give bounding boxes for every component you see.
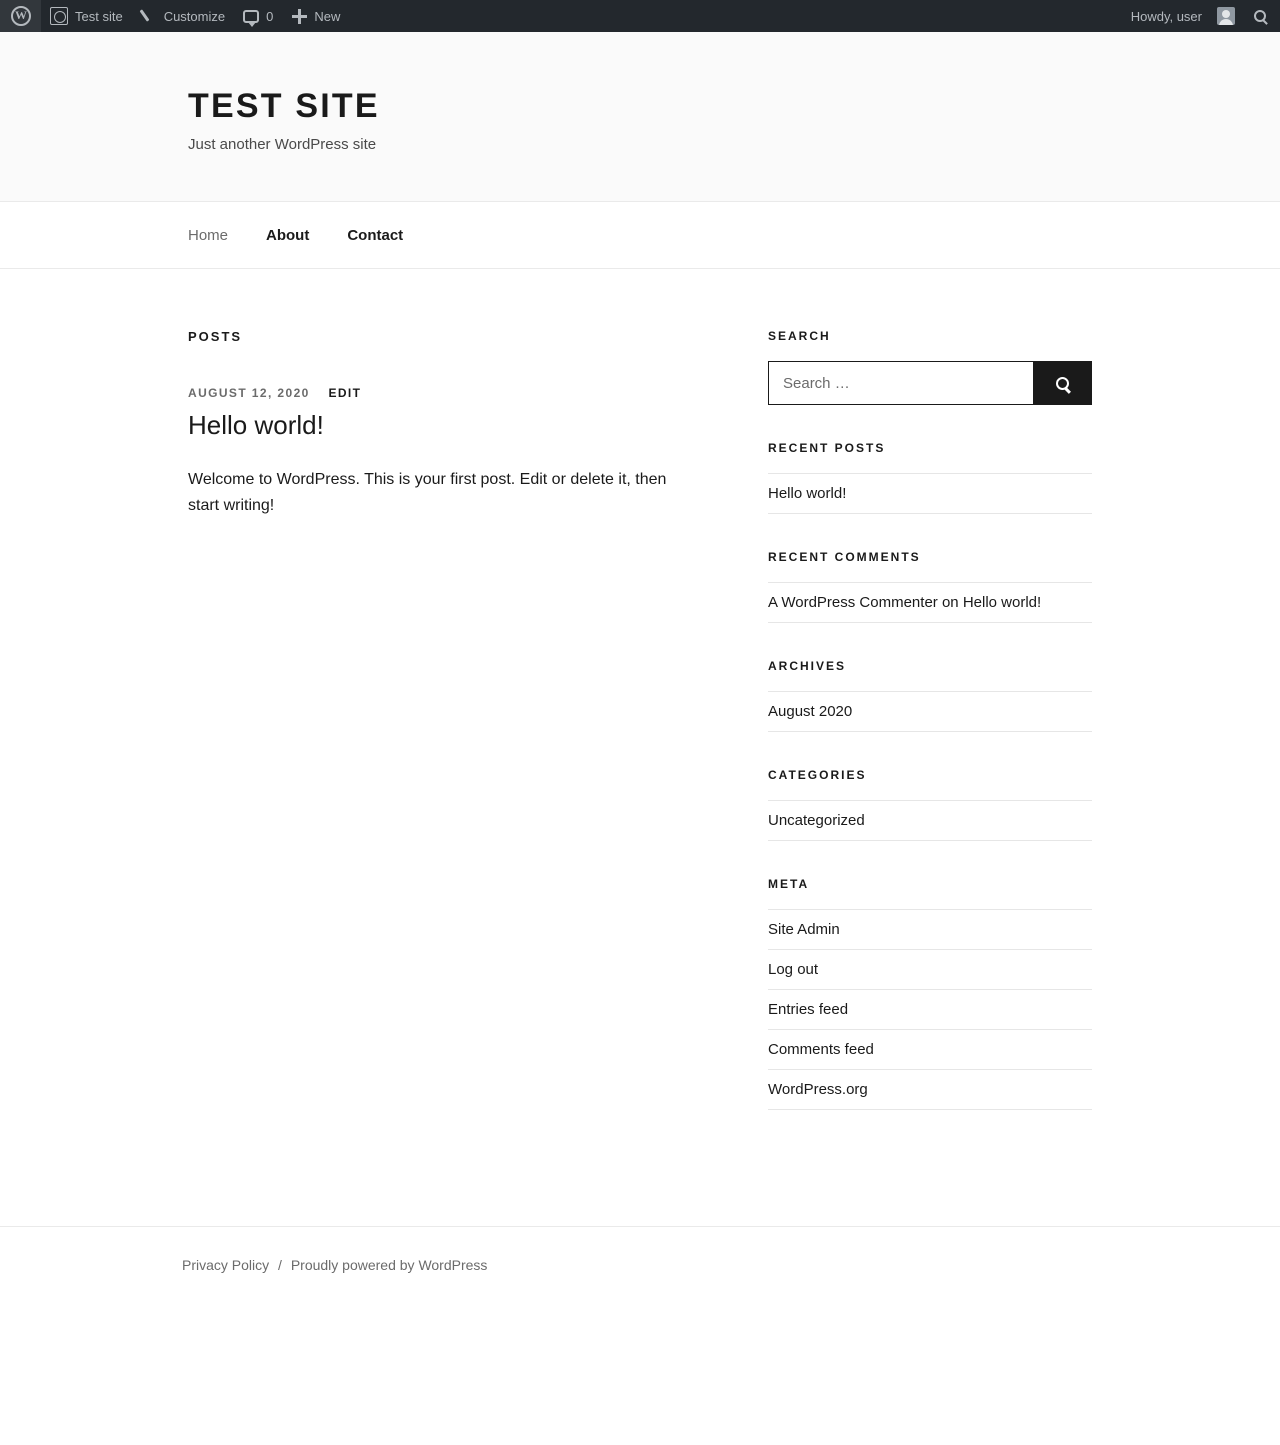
widget-recent-posts-title: RECENT POSTS	[768, 441, 886, 455]
post-edit-link[interactable]: EDIT	[328, 386, 362, 400]
list-item[interactable]	[768, 909, 1092, 950]
comment-on-word: on	[941, 594, 959, 611]
recent-post-link[interactable]: Hello world!	[768, 485, 847, 502]
widget-categories	[768, 768, 1092, 841]
list-item[interactable]	[768, 1070, 1092, 1110]
posts-heading: POSTS	[188, 329, 243, 344]
meta-link-log-out[interactable]: Log out	[768, 961, 819, 978]
widget-recent-comments	[768, 550, 1092, 623]
admin-bar-site-name[interactable]	[41, 0, 132, 32]
list-item[interactable]	[768, 691, 1092, 732]
admin-bar-comments-count: 0	[266, 8, 274, 24]
search-icon	[1254, 10, 1266, 22]
nav-link-home[interactable]: Home	[188, 226, 229, 244]
site-tagline: Just another WordPress site	[188, 136, 377, 153]
widget-search	[768, 329, 1092, 405]
footer-separator: /	[278, 1257, 282, 1273]
list-item[interactable]	[768, 950, 1092, 990]
list-item[interactable]	[768, 582, 1092, 623]
recent-posts-list	[768, 473, 1092, 514]
wordpress-logo-menu[interactable]	[0, 0, 41, 32]
meta-list	[768, 909, 1092, 1110]
archives-list	[768, 691, 1092, 732]
widget-categories-title: CATEGORIES	[768, 768, 867, 782]
post-body-text: Welcome to WordPress. This is your first post. Edit or delete it, then start writing!	[188, 471, 667, 515]
admin-bar-customize-label: Customize	[163, 8, 226, 24]
widget-archives	[768, 659, 1092, 732]
content-area	[0, 269, 1280, 1146]
meta-link-entries-feed[interactable]: Entries feed	[768, 1001, 849, 1018]
howdy-label: Howdy, user	[1130, 8, 1202, 24]
recent-comments-list	[768, 582, 1092, 623]
site-icon	[50, 7, 68, 25]
admin-bar-search-button[interactable]	[1244, 0, 1280, 32]
post-date-link[interactable]: AUGUST 12, 2020	[188, 386, 310, 400]
nav-item-contact[interactable]	[347, 227, 403, 245]
pencil-icon	[141, 8, 157, 24]
comment-author[interactable]: A WordPress Commenter	[768, 594, 938, 611]
widget-recent-posts	[768, 441, 1092, 514]
meta-link-site-admin[interactable]: Site Admin	[768, 921, 840, 938]
search-input[interactable]	[769, 362, 1033, 404]
list-item[interactable]	[768, 800, 1092, 841]
nav-item-home[interactable]	[188, 227, 228, 245]
archive-link[interactable]: August 2020	[768, 703, 853, 720]
post-content	[188, 467, 676, 520]
widget-meta	[768, 877, 1092, 1110]
widget-archives-title: ARCHIVES	[768, 659, 847, 673]
widget-recent-comments-title: RECENT COMMENTS	[768, 550, 921, 564]
list-item[interactable]	[768, 1030, 1092, 1070]
avatar	[1217, 7, 1235, 25]
comment-post-link[interactable]: Hello world!	[962, 594, 1042, 611]
meta-link-comments-feed[interactable]: Comments feed	[768, 1041, 874, 1058]
admin-bar-my-account[interactable]	[1110, 0, 1244, 32]
admin-bar-site-name-label: Test site	[75, 8, 123, 24]
nav-link-contact[interactable]: Contact	[347, 226, 404, 244]
nav-item-about[interactable]	[266, 227, 309, 245]
admin-bar-customize[interactable]	[132, 0, 234, 32]
list-item[interactable]	[768, 990, 1092, 1030]
post-meta	[188, 386, 676, 400]
admin-bar	[0, 0, 1280, 32]
site-title[interactable]: TEST SITE	[188, 87, 380, 125]
sidebar	[768, 329, 1092, 1146]
nav-link-about[interactable]: About	[266, 226, 310, 244]
admin-bar-new-content[interactable]	[282, 0, 349, 32]
list-item[interactable]	[768, 473, 1092, 514]
site-footer	[0, 1226, 1280, 1313]
post-hello-world	[188, 386, 676, 520]
search-form	[768, 361, 1092, 405]
main-content	[188, 329, 676, 520]
site-header	[0, 32, 1280, 202]
admin-bar-comments[interactable]	[234, 0, 282, 32]
search-icon	[1056, 377, 1069, 390]
widget-meta-title: META	[768, 877, 810, 891]
admin-bar-new-label: New	[314, 8, 341, 24]
plus-icon	[291, 8, 307, 24]
category-link[interactable]: Uncategorized	[768, 812, 865, 829]
wordpress-icon	[11, 6, 31, 26]
search-submit-button[interactable]	[1033, 362, 1091, 404]
categories-list	[768, 800, 1092, 841]
primary-navigation	[0, 202, 1280, 269]
footer-privacy-policy-link[interactable]: Privacy Policy	[182, 1257, 270, 1273]
meta-link-wordpress-org[interactable]: WordPress.org	[768, 1081, 868, 1098]
admin-bar-right-group	[1110, 0, 1280, 32]
widget-search-title: SEARCH	[768, 329, 831, 343]
comment-bubble-icon	[243, 10, 259, 23]
post-title[interactable]: Hello world!	[188, 410, 324, 440]
footer-credit-link[interactable]: Proudly powered by WordPress	[290, 1257, 488, 1273]
